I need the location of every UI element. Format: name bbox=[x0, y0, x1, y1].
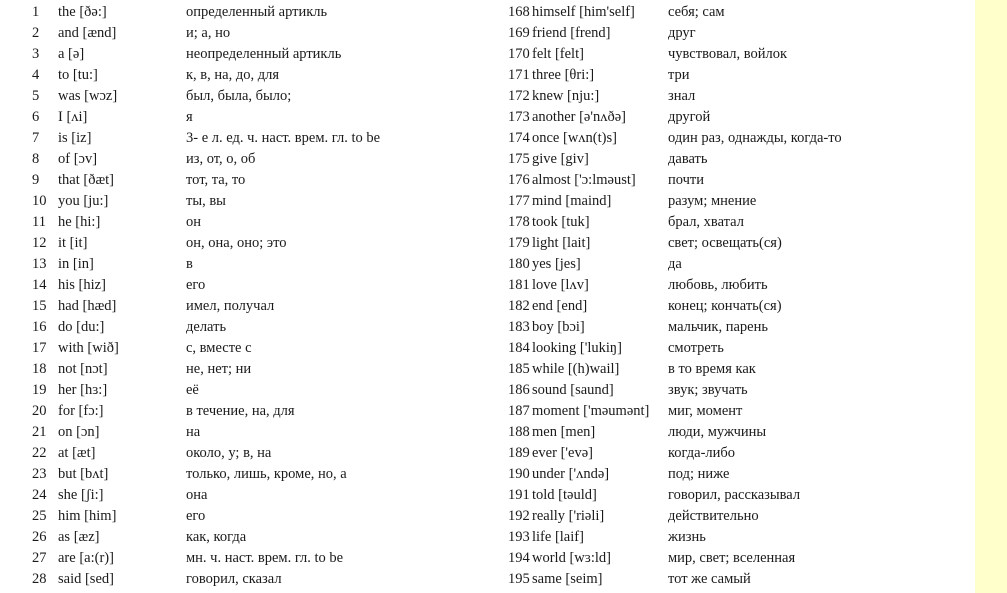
english-word-transcription: same [seim] bbox=[532, 571, 603, 587]
russian-translation: его bbox=[186, 277, 206, 293]
word-number: 13 bbox=[32, 256, 47, 272]
word-number: 9 bbox=[32, 172, 40, 188]
word-number: 179 bbox=[508, 235, 530, 251]
english-word-transcription: once [wʌn(t)s] bbox=[532, 130, 617, 146]
word-number: 187 bbox=[508, 403, 530, 419]
right-word-row bbox=[0, 275, 975, 296]
english-word-transcription: he [hi:] bbox=[58, 214, 101, 230]
russian-translation: говорил, рассказывал bbox=[668, 487, 801, 503]
english-word-transcription: mind [maind] bbox=[532, 193, 612, 209]
right-word-row bbox=[0, 86, 975, 107]
right-word-row bbox=[0, 128, 975, 149]
english-word-transcription: him [him] bbox=[58, 508, 117, 524]
english-word-transcription: to [tu:] bbox=[58, 67, 98, 83]
english-word-transcription: ever ['evə] bbox=[532, 445, 593, 461]
right-word-row bbox=[0, 380, 975, 401]
english-word-transcription: boy [bɔi] bbox=[532, 319, 585, 335]
word-number: 5 bbox=[32, 88, 40, 104]
russian-translation: 3- е л. ед. ч. наст. врем. гл. to be bbox=[186, 130, 381, 146]
word-number: 190 bbox=[508, 466, 530, 482]
right-word-row bbox=[0, 296, 975, 317]
right-word-row bbox=[0, 23, 975, 44]
russian-translation: миг, момент bbox=[668, 403, 743, 419]
english-word-transcription: the [ðə:] bbox=[58, 4, 107, 20]
word-number: 172 bbox=[508, 88, 530, 104]
english-word-transcription: three [θri:] bbox=[532, 67, 595, 83]
english-word-transcription: life [laif] bbox=[532, 529, 584, 545]
english-word-transcription: himself [him'self] bbox=[532, 4, 635, 20]
right-word-row bbox=[0, 569, 975, 590]
right-word-row bbox=[0, 191, 975, 212]
russian-translation: действительно bbox=[668, 508, 759, 524]
russian-translation: да bbox=[668, 256, 682, 272]
english-word-transcription: while [(h)wail] bbox=[532, 361, 620, 377]
word-number: 27 bbox=[32, 550, 47, 566]
right-word-row bbox=[0, 422, 975, 443]
english-word-transcription: light [lait] bbox=[532, 235, 591, 251]
word-number: 20 bbox=[32, 403, 47, 419]
russian-translation: мальчик, парень bbox=[668, 319, 768, 335]
word-number: 7 bbox=[32, 130, 40, 146]
english-word-transcription: another [ə'nʌðə] bbox=[532, 109, 626, 125]
russian-translation: люди, мужчины bbox=[668, 424, 767, 440]
word-number: 23 bbox=[32, 466, 47, 482]
english-word-transcription: at [æt] bbox=[58, 445, 96, 461]
russian-translation: он bbox=[186, 214, 202, 230]
word-number: 28 bbox=[32, 571, 47, 587]
russian-translation: ты, вы bbox=[186, 193, 226, 209]
right-word-row bbox=[0, 527, 975, 548]
word-number: 173 bbox=[508, 109, 530, 125]
english-word-transcription: men [men] bbox=[532, 424, 596, 440]
russian-translation: друг bbox=[668, 25, 696, 41]
word-number: 8 bbox=[32, 151, 40, 167]
english-word-transcription: was [wɔz] bbox=[58, 88, 118, 104]
right-word-row bbox=[0, 65, 975, 86]
word-number: 15 bbox=[32, 298, 47, 314]
english-word-transcription: you [ju:] bbox=[58, 193, 109, 209]
russian-translation: к, в, на, до, для bbox=[186, 67, 279, 83]
russian-translation: не, нет; ни bbox=[186, 361, 252, 377]
right-word-row bbox=[0, 317, 975, 338]
word-number: 182 bbox=[508, 298, 530, 314]
english-word-transcription: looking ['lukiŋ] bbox=[532, 340, 622, 356]
english-word-transcription: world [wɜ:ld] bbox=[532, 550, 611, 566]
english-word-transcription: give [giv] bbox=[532, 151, 589, 167]
russian-translation: знал bbox=[668, 88, 696, 104]
word-number: 185 bbox=[508, 361, 530, 377]
english-word-transcription: is [iz] bbox=[58, 130, 92, 146]
russian-translation: неопределенный артикль bbox=[186, 46, 342, 62]
russian-translation: тот же самый bbox=[668, 571, 751, 587]
english-word-transcription: on [ɔn] bbox=[58, 424, 100, 440]
english-word-transcription: not [nɔt] bbox=[58, 361, 108, 377]
word-number: 26 bbox=[32, 529, 47, 545]
english-word-transcription: friend [frend] bbox=[532, 25, 611, 41]
russian-translation: звук; звучать bbox=[668, 382, 748, 398]
right-word-row bbox=[0, 107, 975, 128]
english-word-transcription: with [wið] bbox=[58, 340, 119, 356]
word-number: 24 bbox=[32, 487, 47, 503]
russian-translation: один раз, однажды, когда-то bbox=[668, 130, 842, 146]
russian-translation: в то время как bbox=[668, 361, 756, 377]
english-word-transcription: she [ʃi:] bbox=[58, 487, 104, 503]
russian-translation: я bbox=[186, 109, 193, 125]
english-word-transcription: love [lʌv] bbox=[532, 277, 589, 293]
word-number: 193 bbox=[508, 529, 530, 545]
english-word-transcription: felt [felt] bbox=[532, 46, 584, 62]
russian-translation: тот, та, то bbox=[186, 172, 246, 188]
right-word-row bbox=[0, 485, 975, 506]
russian-translation: брал, хватал bbox=[668, 214, 744, 230]
right-word-row bbox=[0, 44, 975, 65]
word-number: 19 bbox=[32, 382, 47, 398]
word-number: 194 bbox=[508, 550, 530, 566]
english-word-transcription: as [æz] bbox=[58, 529, 100, 545]
word-number: 180 bbox=[508, 256, 530, 272]
word-number: 174 bbox=[508, 130, 530, 146]
side-strip bbox=[975, 0, 1007, 593]
word-number: 10 bbox=[32, 193, 47, 209]
russian-translation: чувствовал, войлок bbox=[668, 46, 788, 62]
word-number: 183 bbox=[508, 319, 530, 335]
word-number: 25 bbox=[32, 508, 47, 524]
russian-translation: себя; сам bbox=[668, 4, 725, 20]
english-word-transcription: moment ['məumənt] bbox=[532, 403, 650, 419]
word-number: 188 bbox=[508, 424, 530, 440]
russian-translation: смотреть bbox=[668, 340, 724, 356]
english-word-transcription: I [ʌi] bbox=[58, 109, 88, 125]
russian-translation: под; ниже bbox=[668, 466, 730, 482]
russian-translation: около, у; в, на bbox=[186, 445, 272, 461]
russian-translation: на bbox=[186, 424, 201, 440]
word-number: 192 bbox=[508, 508, 530, 524]
right-word-row bbox=[0, 338, 975, 359]
russian-translation: когда-либо bbox=[668, 445, 736, 461]
right-word-row bbox=[0, 212, 975, 233]
english-word-transcription: are [a:(r)] bbox=[58, 550, 114, 566]
right-word-row bbox=[0, 506, 975, 527]
russian-translation: был, была, было; bbox=[186, 88, 292, 104]
russian-translation: её bbox=[186, 382, 199, 398]
english-word-transcription: almost ['ɔ:lməust] bbox=[532, 172, 636, 188]
russian-translation: свет; освещать(ся) bbox=[668, 235, 782, 251]
word-number: 170 bbox=[508, 46, 530, 62]
word-number: 177 bbox=[508, 193, 530, 209]
english-word-transcription: really ['riəli] bbox=[532, 508, 605, 524]
english-word-transcription: it [it] bbox=[58, 235, 88, 251]
word-number: 17 bbox=[32, 340, 47, 356]
english-word-transcription: sound [saund] bbox=[532, 382, 614, 398]
right-word-row bbox=[0, 443, 975, 464]
russian-translation: определенный артикль bbox=[186, 4, 328, 20]
russian-translation: только, лишь, кроме, но, а bbox=[186, 466, 347, 482]
right-word-row bbox=[0, 401, 975, 422]
russian-translation: разум; мнение bbox=[668, 193, 757, 209]
right-word-row bbox=[0, 2, 975, 23]
word-number: 1 bbox=[32, 4, 40, 20]
russian-translation: любовь, любить bbox=[668, 277, 768, 293]
russian-translation: давать bbox=[668, 151, 708, 167]
english-word-transcription: had [hæd] bbox=[58, 298, 117, 314]
english-word-transcription: his [hiz] bbox=[58, 277, 106, 293]
english-word-transcription: do [du:] bbox=[58, 319, 105, 335]
word-number: 184 bbox=[508, 340, 530, 356]
word-number: 16 bbox=[32, 319, 47, 335]
english-word-transcription: and [ænd] bbox=[58, 25, 117, 41]
word-number: 22 bbox=[32, 445, 47, 461]
english-word-transcription: end [end] bbox=[532, 298, 588, 314]
word-number: 189 bbox=[508, 445, 530, 461]
word-number: 171 bbox=[508, 67, 530, 83]
word-number: 18 bbox=[32, 361, 47, 377]
word-number: 21 bbox=[32, 424, 47, 440]
english-word-transcription: under ['ʌndə] bbox=[532, 466, 610, 482]
word-number: 175 bbox=[508, 151, 530, 167]
english-word-transcription: a [ə] bbox=[58, 46, 85, 62]
russian-translation: она bbox=[186, 487, 208, 503]
english-word-transcription: took [tuk] bbox=[532, 214, 590, 230]
right-word-row bbox=[0, 464, 975, 485]
word-number: 186 bbox=[508, 382, 530, 398]
russian-translation: говорил, сказал bbox=[186, 571, 282, 587]
right-word-row bbox=[0, 548, 975, 569]
russian-translation: его bbox=[186, 508, 206, 524]
word-number: 178 bbox=[508, 214, 530, 230]
right-word-row bbox=[0, 149, 975, 170]
word-number: 12 bbox=[32, 235, 47, 251]
russian-translation: почти bbox=[668, 172, 705, 188]
right-word-row bbox=[0, 170, 975, 191]
word-number: 6 bbox=[32, 109, 40, 125]
russian-translation: и; а, но bbox=[186, 25, 231, 41]
russian-translation: как, когда bbox=[186, 529, 247, 545]
russian-translation: он, она, оно; это bbox=[186, 235, 287, 251]
russian-translation: с, вместе с bbox=[186, 340, 252, 356]
word-number: 14 bbox=[32, 277, 47, 293]
russian-translation: из, от, о, об bbox=[186, 151, 256, 167]
russian-translation: три bbox=[668, 67, 690, 83]
english-word-transcription: her [hɜ:] bbox=[58, 382, 108, 398]
right-word-row bbox=[0, 254, 975, 275]
word-number: 191 bbox=[508, 487, 530, 503]
english-word-transcription: for [fɔ:] bbox=[58, 403, 104, 419]
russian-translation: в bbox=[186, 256, 193, 272]
russian-translation: другой bbox=[668, 109, 711, 125]
word-number: 168 bbox=[508, 4, 530, 20]
english-word-transcription: told [təuld] bbox=[532, 487, 597, 503]
word-number: 181 bbox=[508, 277, 530, 293]
english-word-transcription: yes [jes] bbox=[532, 256, 581, 272]
word-number: 11 bbox=[32, 214, 46, 230]
right-word-row bbox=[0, 233, 975, 254]
russian-translation: мир, свет; вселенная bbox=[668, 550, 796, 566]
russian-translation: в течение, на, для bbox=[186, 403, 295, 419]
russian-translation: имел, получал bbox=[186, 298, 275, 314]
word-number: 195 bbox=[508, 571, 530, 587]
english-word-transcription: of [ɔv] bbox=[58, 151, 98, 167]
english-word-transcription: knew [nju:] bbox=[532, 88, 600, 104]
english-word-transcription: but [bʌt] bbox=[58, 466, 109, 482]
russian-translation: делать bbox=[186, 319, 227, 335]
english-word-transcription: said [sed] bbox=[58, 571, 114, 587]
word-number: 3 bbox=[32, 46, 40, 62]
word-number: 2 bbox=[32, 25, 40, 41]
english-word-transcription: that [ðæt] bbox=[58, 172, 114, 188]
word-number: 176 bbox=[508, 172, 530, 188]
english-word-transcription: in [in] bbox=[58, 256, 94, 272]
word-number: 4 bbox=[32, 67, 40, 83]
russian-translation: мн. ч. наст. врем. гл. to be bbox=[186, 550, 344, 566]
right-word-row bbox=[0, 359, 975, 380]
russian-translation: конец; кончать(ся) bbox=[668, 298, 782, 314]
russian-translation: жизнь bbox=[668, 529, 706, 545]
word-number: 169 bbox=[508, 25, 530, 41]
